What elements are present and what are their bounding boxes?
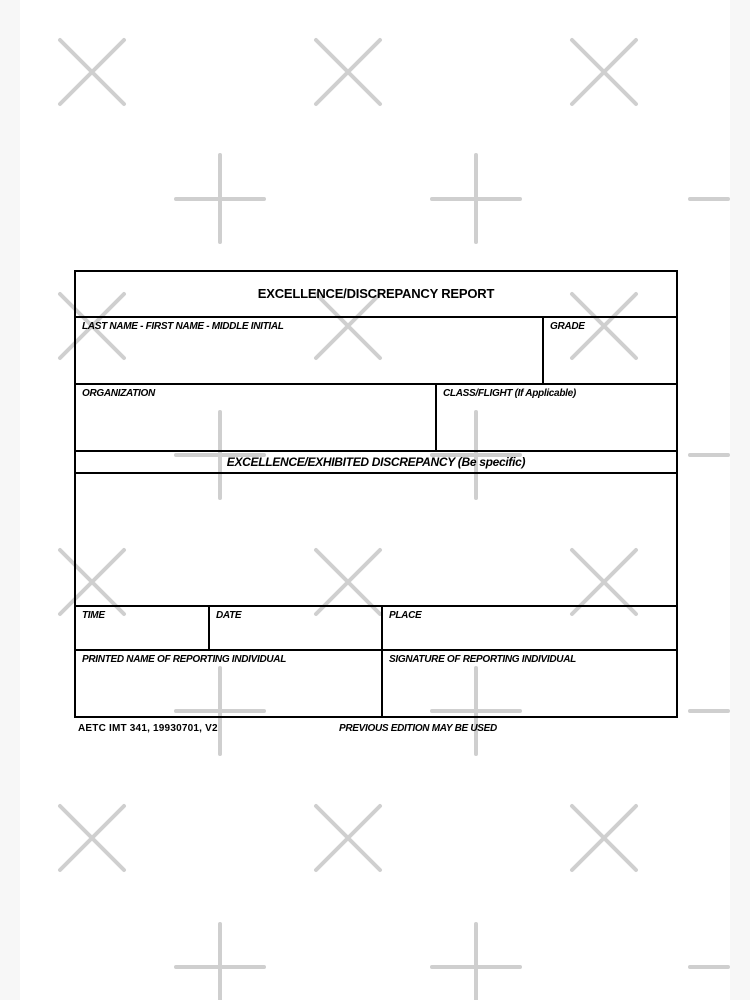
organization-class-row xyxy=(76,385,676,452)
section-header-row xyxy=(76,452,676,474)
name-field[interactable] xyxy=(76,318,544,383)
title-row xyxy=(76,272,676,318)
form-number: AETC IMT 341, 19930701, V2 xyxy=(78,723,218,734)
form-title: EXCELLENCE/DISCREPANCY REPORT xyxy=(257,286,495,301)
report-form xyxy=(74,270,678,718)
printed-name-label: PRINTED NAME OF REPORTING INDIVIDUAL xyxy=(82,654,287,665)
class-flight-label: CLASS/FLIGHT (If Applicable) xyxy=(443,388,576,399)
class-flight-field[interactable] xyxy=(437,385,676,450)
description-field[interactable] xyxy=(76,474,676,607)
edition-note: PREVIOUS EDITION MAY BE USED xyxy=(339,723,497,734)
name-label: LAST NAME - FIRST NAME - MIDDLE INITIAL xyxy=(82,321,284,332)
date-field[interactable] xyxy=(210,607,383,649)
place-field[interactable] xyxy=(383,607,676,649)
name-grade-row xyxy=(76,318,676,385)
place-label: PLACE xyxy=(389,610,422,621)
time-label: TIME xyxy=(82,610,105,621)
organization-label: ORGANIZATION xyxy=(82,388,155,399)
grade-label: GRADE xyxy=(550,321,585,332)
time-field[interactable] xyxy=(76,607,210,649)
printed-name-field[interactable] xyxy=(76,651,383,716)
reporter-row xyxy=(76,651,676,716)
section-title: EXCELLENCE/EXHIBITED DISCREPANCY (Be specific) xyxy=(226,455,526,469)
date-label: DATE xyxy=(216,610,242,621)
grade-field[interactable] xyxy=(544,318,676,383)
organization-field[interactable] xyxy=(76,385,437,450)
time-date-place-row xyxy=(76,607,676,651)
signature-field[interactable] xyxy=(383,651,676,716)
signature-label: SIGNATURE OF REPORTING INDIVIDUAL xyxy=(389,654,576,665)
